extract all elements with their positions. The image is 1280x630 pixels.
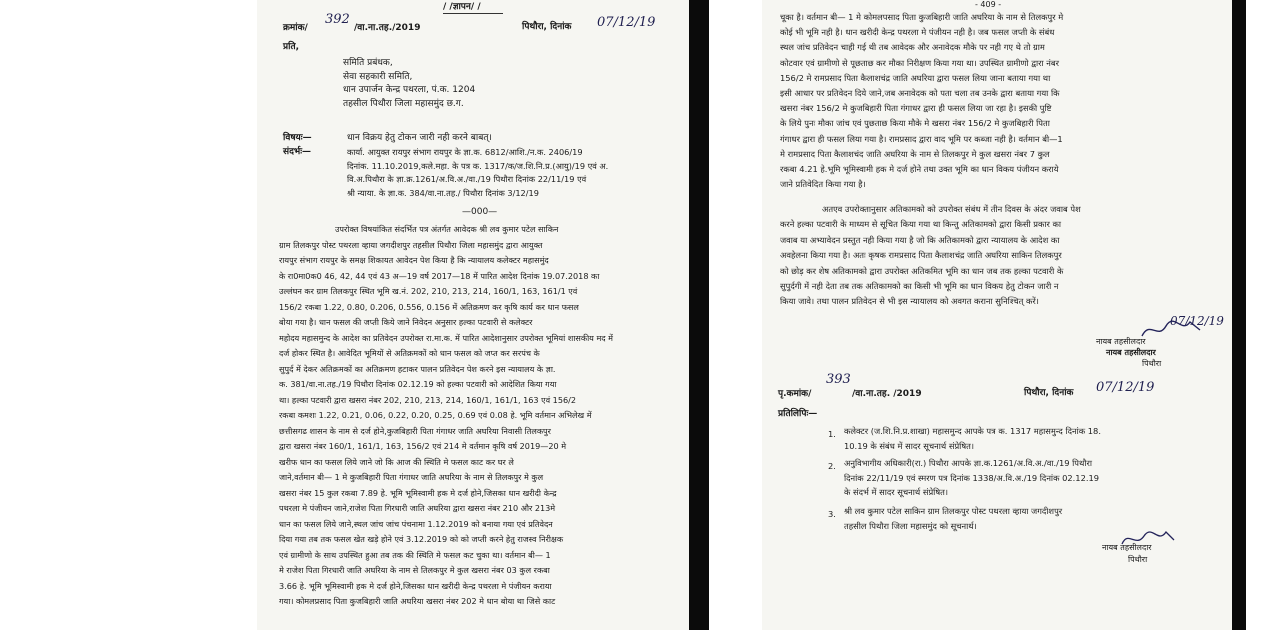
scan-border-left [689, 0, 709, 630]
seal-title: नायब तहसीलदार [1106, 348, 1156, 357]
subject-text: धान विक्रय हेतु टोकन जारी नही करने बाबत्। [347, 133, 492, 143]
endorsement-ref-suffix: /वा.ना.तह. /2019 [852, 389, 922, 399]
conclusion-line: को छोड़ कर शेष अतिकामको द्वारा उपरोक्त अतिकमित भूमि का धान जब तक हल्का पटवारी के [780, 265, 1064, 276]
conclusion-line: जवाब या अभ्यावेदन प्रस्तुत नही किया गया है जो कि अतिकामको द्वारा न्यायालय के आदेश का [780, 234, 1060, 245]
body-line: दर्ज होकर स्थित है। आवेदित भूमियों से अतिक्रमकों को धान फसल को जप्त कर सरपंच के [279, 348, 540, 358]
body-line: स्थल जांच प्रतिवेदन चाही गई थी तब आवेदक और अनावेदक मौके पर नही गए थे तो ग्राम [780, 42, 1045, 53]
reference-line: श्री न्याया. के ज्ञा.क. 384/वा.ना.तह./ पिथौरा दिनांक 3/12/19 [347, 187, 539, 198]
header-underline [443, 13, 503, 14]
body-line: कोई भी भूमि नही है। धान खरीदी केन्द्र पथरला मे पंजीयन नही है। जब फसल जप्ती के संबंध [780, 27, 1055, 38]
body-line: गंगाधर द्वारा ही फसल लिया गया है। रामप्रसाद द्वारा वाद भूमि पर कब्जा नही है। वर्तमान बी—1 [780, 133, 1063, 144]
copy-item [844, 456, 1224, 500]
seal-place: पिथौरा [1142, 359, 1162, 368]
copy-item-line: श्री लव कुमार पटेल साकिन ग्राम तिलकपुर पोस्ट पथरला व्हाया जगदीशपुर [844, 506, 1063, 516]
copy-item [844, 424, 1224, 453]
body-line: खरीफ धान का फसल लिये जाने जो कि आज की स्थिति मे फसल काट कर घर ले [279, 456, 514, 467]
body-line: 3.66 हे. भूमि भूमिस्वामी हक मे दर्ज होने,जिसका धान खरीदी केन्द्र पथरला मे पंजीयन कराया [279, 580, 552, 591]
reference-line: कार्या. आयुक्त रायपुर संभाग रायपुर के ज्ञा.क. 6812/आशि./न.क. 2406/19 [347, 147, 583, 157]
body-line: छत्तीसगढ शासन के नाम से दर्ज होने,कुजबिहारी पिता गंगाधर जाति अघरिया निवासी तिलकपुर [279, 425, 551, 436]
conclusion-line: करने हल्का पटवारी के माध्यम से सूचित किया गया था किन्तु अतिकामको द्वारा किसी प्रकार का [780, 219, 1062, 230]
addressee-line: सेवा सहकारी समिति, [343, 71, 413, 82]
endorsement-ref-number: 393 [826, 372, 851, 387]
reference-label: संदर्भः— [283, 147, 312, 157]
conclusion-line: अतएव उपरोक्तानुसार अतिकामको को उपरोक्त संबंध में तीन दिवस के अंदर जवाब पेश [822, 204, 1081, 214]
addressee-line: समिति प्रबंधक, [343, 58, 393, 68]
page-number: - 409 - [975, 0, 1002, 9]
endorsement-date-handwritten: 07/12/19 [1096, 380, 1155, 395]
body-line: के लिये पुनः मौका जांच एवं पुछताछ किया मौके मे खसरा नंबर 156/2 मे कुजबिहारी पिता [780, 118, 1050, 129]
body-line: धान का फसल लिये जाने,स्थल जांच जांच पंचनामा 1.12.2019 को बनाया गया एवं प्रतिवेदन [279, 518, 553, 529]
ref-label: क्रमांक/ [283, 23, 308, 33]
document-page-right [762, 0, 1232, 630]
reference-line: वि.अ.पिथौरा के ज्ञा.क्र.1261/अ.वि.अ./वा./19 पिथौरा दिनांक 22/11/19 एवं [347, 174, 587, 185]
body-line: उल्लंघन कर ग्राम तिलकपुर स्थित भूमि ख.नं. 202, 210, 213, 214, 160/1, 163, 161/1 एवं [279, 286, 578, 296]
body-line: क. 381/वा.ना.तह./19 पिथौरा दिनांक 02.12.19 को हल्का पटवारी को आदेशित किया गया [279, 379, 557, 389]
to-label: प्रति, [283, 42, 300, 52]
copy-item-number: 3. [828, 509, 836, 519]
body-line: मे राजेश पिता गिरधारी जाति अघरिया के नाम से तिलकपुर मे कुल खसरा नंबर 03 कुल रकबा [279, 565, 550, 575]
addressee-line: धान उपार्जन केन्द्र पथरला, पं.क. 1204 [343, 85, 476, 96]
place-date-label: पिथौरा, दिनांक [522, 22, 572, 32]
reference-block [347, 146, 683, 200]
reference-line: दिनांक. 11.10.2019,कले.महा. के पत्र क. 1317/क/ज.शि.नि.प्र.(आयु)/19 एवं अ. [347, 160, 609, 171]
scan-border-right [1232, 0, 1246, 630]
signature-block-1 [1096, 336, 1216, 369]
endorsement-ref-label: पृ.कमांक/ [778, 389, 812, 399]
copy-item-line: अनुविभागीय अधिकारी(रा.) पिथौरा आपके ज्ञा.क.1261/अ.वि.अ./वा./19 पिथौरा [844, 458, 1093, 468]
signatory-title: नायब तहसीलदार [1096, 337, 1146, 346]
body-line: 156/2 रकबा 1.22, 0.80, 0.206, 0.556, 0.156 में अतिक्रमण कर कृषि कार्य कर धान फसल [279, 301, 579, 312]
body-line: कोटवार एवं ग्रामीणो से पूछताछ कर मौका निरीक्षण किया गया था। उपस्थित ग्रामीणो द्वारा नंबर [780, 57, 1060, 68]
section-separator: —000— [462, 207, 498, 217]
copy-item-number: 2. [828, 461, 836, 471]
body-line: ग्राम तिलकपुर पोस्ट पथरला व्हाया जगदीशपुर तहसील पिथौरा जिला महासमुंद द्वारा आयुक्त [279, 239, 543, 250]
body-line: रायपुर संभाग रायपुर के समक्ष शिकायत आवेदन पेश किया है कि न्यायालय कलेक्टर महासमुंद [279, 255, 549, 265]
copy-item-line: 10.19 के संबंध में सादर सूचनार्थ संप्रेषित। [844, 440, 974, 451]
ref-number-handwritten: 392 [325, 12, 350, 27]
copy-label: प्रतिलिपिः— [778, 409, 818, 419]
copy-item-line: दिनांक 22/11/19 एवं स्मरण पत्र दिनांक 1338/अ.वि.अ./19 दिनांक 02.12.19 [844, 472, 1100, 483]
body-line: बोया गया है। धान फसल की जप्ती किये जाने निवेदन अनुसार हल्का पटवारी से कलेक्टर [279, 317, 533, 327]
addressee-block [343, 57, 643, 111]
body-line: उपरोक्त विषयांकित संदर्भित पत्र अंतर्गत आवेदक श्री लव कुमार पटेल साकिन [335, 224, 559, 234]
memo-header-mark: / /ज्ञापन/ / [443, 2, 481, 12]
endorsement-place-date: पिथौरा, दिनांक [1024, 388, 1074, 398]
addressee-line: तहसील पिथौरा जिला महासमुंद छ.ग. [343, 98, 464, 109]
copy-item-line: तहसील पिथौरा जिला महासमुंद को सूचनार्थ। [844, 520, 977, 531]
body-line: सुपुर्द में देकर अतिक्रमकों का अतिक्रमण हटाकर पालन प्रतिवेदन पेश करने इस न्यायालय के ज्ञा. [279, 363, 556, 374]
copy-item-line: के संदर्भ में सादर सूचनार्थ संप्रेषित। [844, 487, 949, 497]
body-line: पथरला मे पंजीयन जाने,राजेश पिता गिरधारी जाति अघरिया द्वारा खसरा नंबर 210 और 213मे [279, 503, 556, 513]
signatory-title: नायब तहसीलदार [1102, 543, 1152, 552]
body-line: खसरा नंबर 156/2 मे कुजबिहारी पिता गंगाधर द्वारा ही फसल लिया जा रहा है। इसकी पुष्टि [780, 103, 1052, 114]
body-line: जाने प्रतिवेदित किया गया है। [780, 179, 866, 190]
main-body [279, 222, 687, 610]
conclusion-line: किया जावे। तथा पालन प्रतिवेदन से भी इस न्यायालय को अवगत कराना सुनिश्चित् करें। [780, 296, 1039, 307]
body-line: चूका है। वर्तमान बी— 1 मे कोमलपसाद पिता कुजबिहारी जाति अघरिया के नाम से तिलकपुर मे [780, 12, 1064, 22]
date-handwritten: 07/12/19 [597, 15, 656, 30]
copy-item-number: 1. [828, 429, 836, 439]
body-line: 156/2 मे रामप्रसाद पिता कैलाशचंद्र जाति अघरिया द्वारा फसल लिया जाना बताया गया था [780, 72, 1051, 83]
signature-date-handwritten: 07/12/19 [1170, 314, 1224, 328]
ref-suffix: /वा.ना.तह./2019 [354, 23, 421, 33]
body-line: मे रामप्रसाद पिता कैलाशचंद जाति अघरिया के नाम से तिलकपुर मे कुल खसरा नंबर 7 कुल [780, 148, 1050, 159]
conclusion-line: अवहेलना किया गया है। अतः कृषक रामप्रसाद पिता कैलाशचंद्र जाति अघरिया साकिन तिलकपुर [780, 250, 1062, 261]
body-line: दिया गया तब तक फसल खेत खड़े होने एवं 3.12.2019 को को जप्ती करने हेतु राजस्व निरीक्षक [279, 534, 564, 544]
conclusion-line: सुपुर्दगी में नही देता तब तक अतिकामको का किसी भी भूमि का धान विकय हेतु टोकन जारी न [780, 281, 1059, 292]
document-page-left [257, 0, 689, 630]
body-line: रकबा कमशः 1.22, 0.21, 0.06, 0.22, 0.20, 0.25, 0.69 एवं 0.08 हे. भूमि वर्तमान अभिलेख में [279, 410, 592, 420]
conclusion-body [780, 202, 1220, 310]
body-line: था। हल्का पटवारी द्वारा खसरा नंबर 202, 210, 213, 214, 160/1, 161/1, 163 एवं 156/2 [279, 394, 577, 405]
body-line: द्वारा खसरा नंबर 160/1, 161/1, 163, 156/2 एवं 214 मे वर्तमान कृषि वर्ष 2019—20 मे [279, 441, 567, 451]
body-line: रकबा 4.21 हे.भूमि भूमिस्वामी हक मे दर्ज होने तथा उक्त भूमि का धान विकय पंजीयन कराये [780, 164, 1059, 175]
body-line: खसरा नंबर 15 कुल रकबा 7.89 हे. भूमि भूमिस्वामी हक मे दर्ज होने,जिसका धान खरीदी केन्द्र [279, 487, 557, 498]
signatory-place: पिथौरा [1128, 555, 1148, 564]
copy-item-line: कलेक्टर (ज.शि.नि.प्र.शाखा) महासमुन्द आपके पत्र क. 1317 महासमुन्द दिनांक 18. [844, 426, 1101, 436]
body-line: महोदय महासमुन्द के आदेश का प्रतिवेदन उपरोक्त रा.मा.क. में पारित आदेशानुसार उपरोक्त भूमियां शासकीय मद में [279, 332, 613, 343]
page-gutter [709, 0, 762, 630]
signature-block-2 [1102, 542, 1222, 566]
body-line: इसी आधार पर प्रतिवेदन दिये जाने,जब अनावेदक को पता चला तब उनके द्वारा बताया गया कि [780, 88, 1060, 99]
body-line: एवं ग्रामीणो के साथ उपस्थित हुआ तब तक की स्थिति मे फसल कट चुका था। वर्तमान बी— 1 [279, 549, 551, 560]
body-line: के रा0मा0क0 46, 42, 44 एवं 43 अ—19 वर्ष 2017—18 में पारित आदेश दिनांक 19.07.2018 का [279, 270, 600, 281]
body-line: जाने,वर्तमान बी— 1 मे कुजबिहारी पिता गंगाधर जाति अघरिया के नाम से तिलकपुर मे कुल [279, 472, 544, 482]
subject-label: विषयः— [283, 133, 312, 143]
continued-body [780, 10, 1220, 192]
body-line: गया। कोमलप्रसाद पिता कुजबिहारी जाति अघरिया खसरा नंबर 202 मे धान बोया था जिसे काट [279, 596, 556, 606]
